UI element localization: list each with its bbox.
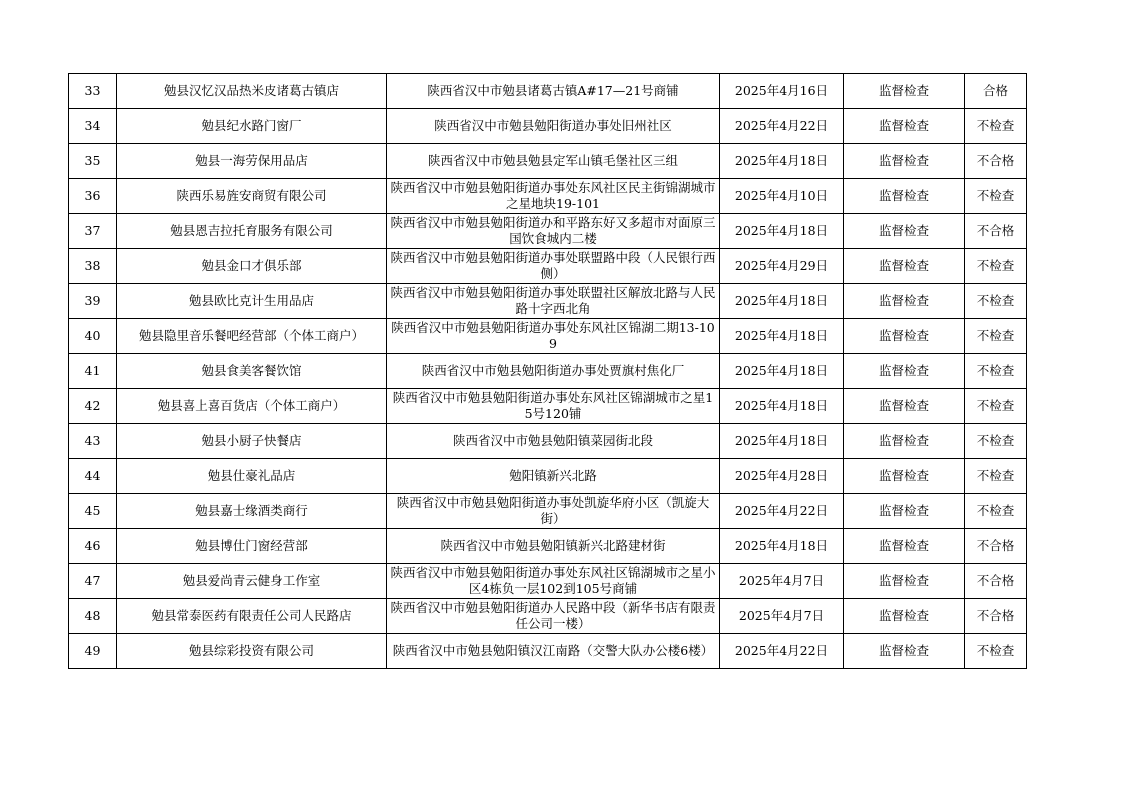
row-number-cell: 38 [69,249,117,284]
inspection-date-cell: 2025年4月18日 [720,354,844,389]
inspection-type-cell: 监督检查 [844,634,965,669]
inspection-type-cell: 监督检查 [844,424,965,459]
business-name-cell: 勉县综彩投资有限公司 [117,634,387,669]
business-name-cell: 勉县小厨子快餐店 [117,424,387,459]
inspection-result-cell: 不检查 [965,389,1027,424]
address-cell: 陕西省汉中市勉县诸葛古镇A#17—21号商铺 [387,74,720,109]
business-name-cell: 勉县恩吉拉托育服务有限公司 [117,214,387,249]
row-number-cell: 47 [69,564,117,599]
inspection-date-cell: 2025年4月29日 [720,249,844,284]
inspection-result-cell: 不检查 [965,459,1027,494]
business-name-cell: 勉县汉忆汉品热米皮诸葛古镇店 [117,74,387,109]
row-number-cell: 45 [69,494,117,529]
inspection-date-cell: 2025年4月7日 [720,564,844,599]
address-cell: 陕西省汉中市勉县勉阳镇新兴北路建材街 [387,529,720,564]
address-cell: 陕西省汉中市勉县勉阳镇菜园街北段 [387,424,720,459]
inspection-result-cell: 不合格 [965,529,1027,564]
inspection-type-cell: 监督检查 [844,179,965,214]
table-row [69,389,1027,424]
address-cell: 陕西省汉中市勉县勉县定军山镇毛堡社区三组 [387,144,720,179]
address-cell: 陕西省汉中市勉县勉阳镇汉江南路（交警大队办公楼6楼） [387,634,720,669]
inspection-type-cell: 监督检查 [844,599,965,634]
address-cell: 陕西省汉中市勉县勉阳街道办和平路东好又多超市对面原三国饮食城内二楼 [387,214,720,249]
row-number-cell: 34 [69,109,117,144]
inspection-result-cell: 不合格 [965,564,1027,599]
inspection-date-cell: 2025年4月28日 [720,459,844,494]
row-number-cell: 43 [69,424,117,459]
row-number-cell: 46 [69,529,117,564]
inspection-date-cell: 2025年4月18日 [720,284,844,319]
table-row [69,319,1027,354]
address-cell: 陕西省汉中市勉县勉阳街道办事处旧州社区 [387,109,720,144]
inspection-type-cell: 监督检查 [844,564,965,599]
inspection-result-cell: 不检查 [965,424,1027,459]
inspection-result-cell: 不合格 [965,214,1027,249]
business-name-cell: 勉县一海劳保用品店 [117,144,387,179]
business-name-cell: 勉县喜上喜百货店（个体工商户） [117,389,387,424]
row-number-cell: 33 [69,74,117,109]
business-name-cell: 勉县金口才俱乐部 [117,249,387,284]
business-name-cell: 勉县食美客餐饮馆 [117,354,387,389]
inspection-type-cell: 监督检查 [844,249,965,284]
inspection-date-cell: 2025年4月22日 [720,494,844,529]
address-cell: 陕西省汉中市勉县勉阳街道办事处东风社区锦湖二期13-109 [387,319,720,354]
inspection-date-cell: 2025年4月18日 [720,319,844,354]
inspection-result-cell: 不合格 [965,599,1027,634]
inspection-date-cell: 2025年4月18日 [720,144,844,179]
row-number-cell: 37 [69,214,117,249]
table-row [69,74,1027,109]
row-number-cell: 49 [69,634,117,669]
row-number-cell: 42 [69,389,117,424]
address-cell: 陕西省汉中市勉县勉阳街道办事处贾旗村焦化厂 [387,354,720,389]
business-name-cell: 陕西乐易旌安商贸有限公司 [117,179,387,214]
table-row [69,529,1027,564]
table-row [69,214,1027,249]
business-name-cell: 勉县隐里音乐餐吧经营部（个体工商户） [117,319,387,354]
inspection-type-cell: 监督检查 [844,389,965,424]
inspection-type-cell: 监督检查 [844,284,965,319]
address-cell: 陕西省汉中市勉县勉阳街道办事处东风社区锦湖城市之星15号120铺 [387,389,720,424]
inspection-table-body [69,74,1027,669]
table-row [69,109,1027,144]
inspection-date-cell: 2025年4月16日 [720,74,844,109]
table-row [69,634,1027,669]
inspection-table [68,73,1027,669]
inspection-type-cell: 监督检查 [844,319,965,354]
inspection-date-cell: 2025年4月22日 [720,109,844,144]
row-number-cell: 40 [69,319,117,354]
address-cell: 陕西省汉中市勉县勉阳街道办事处东风社区民主街锦湖城市之星地块19-101 [387,179,720,214]
inspection-date-cell: 2025年4月18日 [720,529,844,564]
table-row [69,494,1027,529]
inspection-type-cell: 监督检查 [844,214,965,249]
inspection-date-cell: 2025年4月18日 [720,389,844,424]
table-row [69,424,1027,459]
table-row [69,144,1027,179]
inspection-type-cell: 监督检查 [844,144,965,179]
address-cell: 陕西省汉中市勉县勉阳街道办事处东风社区锦湖城市之星小区4栋负一层102到105号商铺 [387,564,720,599]
business-name-cell: 勉县嘉士缘酒类商行 [117,494,387,529]
inspection-type-cell: 监督检查 [844,494,965,529]
row-number-cell: 36 [69,179,117,214]
row-number-cell: 48 [69,599,117,634]
inspection-result-cell: 不检查 [965,179,1027,214]
table-row [69,599,1027,634]
inspection-type-cell: 监督检查 [844,459,965,494]
table-row [69,179,1027,214]
row-number-cell: 35 [69,144,117,179]
inspection-type-cell: 监督检查 [844,109,965,144]
inspection-result-cell: 不检查 [965,354,1027,389]
table-row [69,354,1027,389]
inspection-date-cell: 2025年4月18日 [720,424,844,459]
address-cell: 勉阳镇新兴北路 [387,459,720,494]
address-cell: 陕西省汉中市勉县勉阳街道办事处联盟路中段（人民银行西侧） [387,249,720,284]
business-name-cell: 勉县常泰医药有限责任公司人民路店 [117,599,387,634]
inspection-result-cell: 不合格 [965,144,1027,179]
inspection-date-cell: 2025年4月7日 [720,599,844,634]
business-name-cell: 勉县博仕门窗经营部 [117,529,387,564]
row-number-cell: 44 [69,459,117,494]
row-number-cell: 39 [69,284,117,319]
row-number-cell: 41 [69,354,117,389]
inspection-result-cell: 合格 [965,74,1027,109]
table-row [69,564,1027,599]
business-name-cell: 勉县纪水路门窗厂 [117,109,387,144]
inspection-result-cell: 不检查 [965,494,1027,529]
table-row [69,459,1027,494]
inspection-result-cell: 不检查 [965,109,1027,144]
inspection-type-cell: 监督检查 [844,74,965,109]
address-cell: 陕西省汉中市勉县勉阳街道办事处联盟社区解放北路与人民路十字西北角 [387,284,720,319]
inspection-result-cell: 不检查 [965,249,1027,284]
inspection-type-cell: 监督检查 [844,529,965,564]
address-cell: 陕西省汉中市勉县勉阳街道办人民路中段（新华书店有限责任公司一楼） [387,599,720,634]
inspection-result-cell: 不检查 [965,284,1027,319]
business-name-cell: 勉县爱尚青云健身工作室 [117,564,387,599]
inspection-result-cell: 不检查 [965,634,1027,669]
inspection-date-cell: 2025年4月22日 [720,634,844,669]
table-row [69,284,1027,319]
inspection-date-cell: 2025年4月10日 [720,179,844,214]
business-name-cell: 勉县仕豪礼品店 [117,459,387,494]
inspection-date-cell: 2025年4月18日 [720,214,844,249]
inspection-result-cell: 不检查 [965,319,1027,354]
inspection-type-cell: 监督检查 [844,354,965,389]
table-row [69,249,1027,284]
business-name-cell: 勉县欧比克计生用品店 [117,284,387,319]
address-cell: 陕西省汉中市勉县勉阳街道办事处凯旋华府小区（凯旋大街） [387,494,720,529]
